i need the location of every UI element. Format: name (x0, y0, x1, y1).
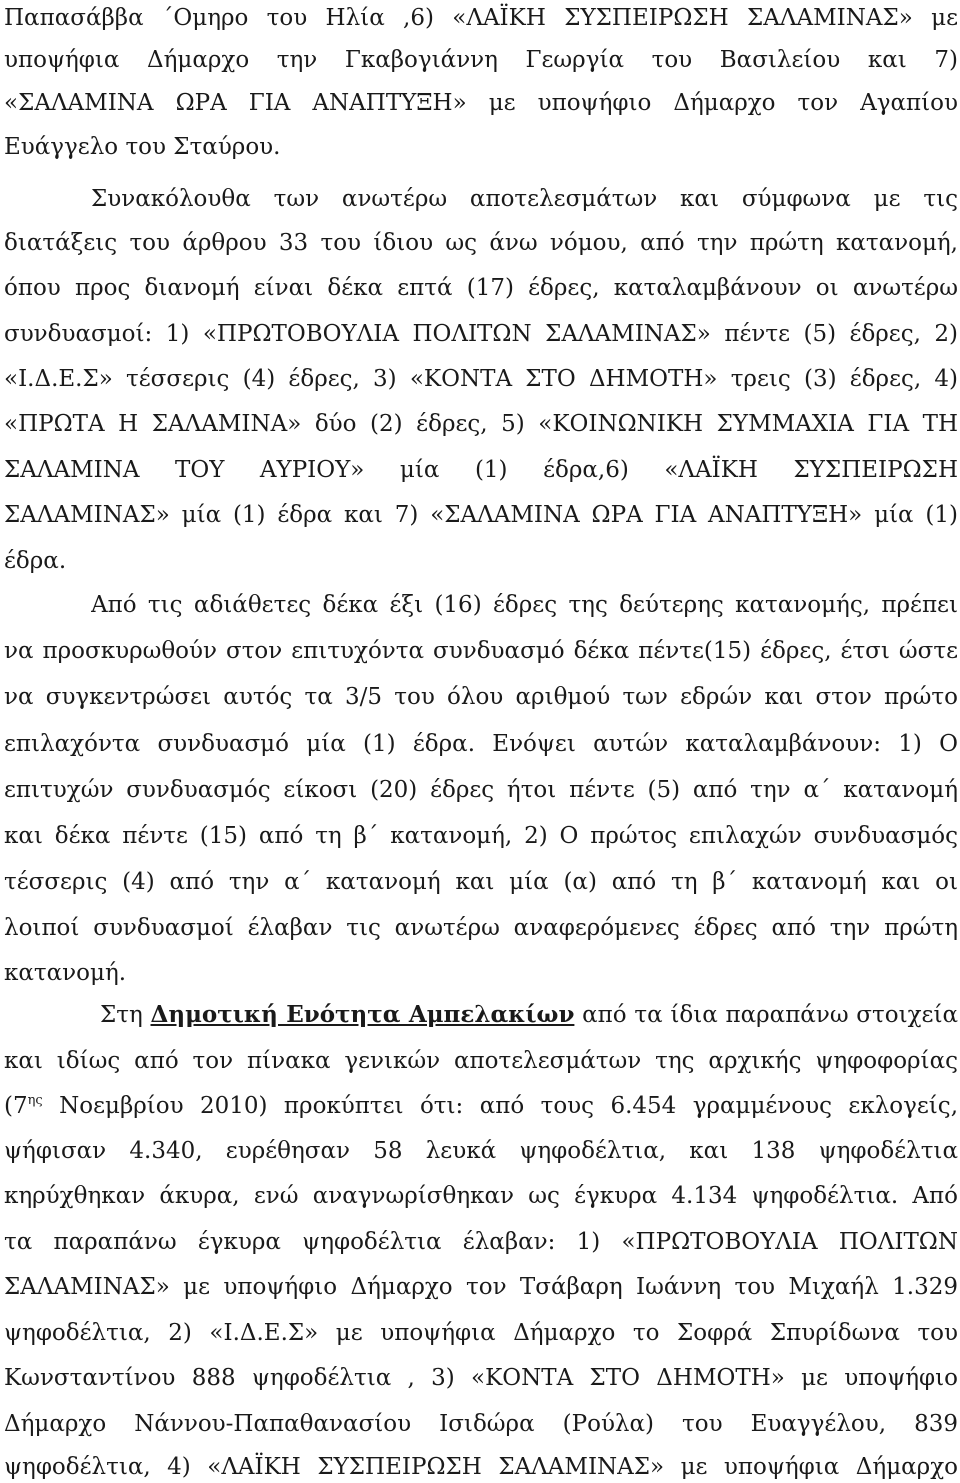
date-line (4, 1091, 958, 1121)
text-line: επιλαχόντα συνδυασμό μία (1) έδρα. Ενόψει αυτών καταλαμβάνουν: 1) Ο (4, 731, 958, 757)
paragraph-first-line: Συνακόλουθα των ανωτέρω αποτελεσμάτων και σύμφωνα με τις (91, 186, 958, 212)
text-line: Παπασάββα ΄Ομηρο του Ηλία ,6) «ΛΑΪΚΗ ΣΥΣΠΕΙΡΩΣΗ ΣΑΛΑΜΙΝΑΣ» με (4, 5, 958, 31)
date-rest: Νοεμβρίου 2010) προκύπτει ότι: από τους 6.454 γραμμένους εκλογείς, (59, 1093, 958, 1119)
section-intro: Στη (100, 1002, 143, 1028)
text-line: υποψήφια Δήμαρχο την Γκαβογιάννη Γεωργία του Βασιλείου και 7) (4, 47, 958, 73)
text-line: κατανομή. (4, 960, 127, 986)
text-line: Κωνσταντίνου 888 ψηφοδέλτια , 3) «ΚΟΝΤΑ ΣΤΟ ΔΗΜΟΤΗ» με υποψήφιο (4, 1365, 958, 1391)
text-line: τα παραπάνω έγκυρα ψηφοδέλτια έλαβαν: 1) «ΠΡΩΤΟΒΟΥΛΙΑ ΠΟΛΙΤΩΝ (4, 1229, 958, 1255)
text-line: «ΣΑΛΑΜΙΝΑ ΩΡΑ ΓΙΑ ΑΝΑΠΤΥΞΗ» με υποψήφιο Δήμαρχο τον Αγαπίου (4, 90, 958, 116)
text-line: να προσκυρωθούν στον επιτυχόντα συνδυασμό δέκα πέντε(15) έδρες, έτσι ώστε (4, 638, 958, 664)
text-line: ΣΑΛΑΜΙΝΑ ΤΟΥ ΑΥΡΙΟΥ» μία (1) έδρα,6) «ΛΑΪΚΗ ΣΥΣΠΕΙΡΩΣΗ (4, 457, 958, 483)
text-line: και δέκα πέντε (15) από τη β΄ κατανομή, 2) Ο πρώτος επιλαχών συνδυασμός (4, 823, 958, 849)
text-line: ψήφισαν 4.340, ευρέθησαν 58 λευκά ψηφοδέλτια, και 138 ψηφοδέλτια (4, 1138, 958, 1164)
text-line: έδρα. (4, 548, 67, 574)
text-line: Δήμαρχο Νάννου-Παπαθανασίου Ισιδώρα (Ρούλα) του Ευαγγέλου, 839 (4, 1411, 958, 1437)
text-line: ψηφοδέλτια, 4) «ΛΑΪΚΗ ΣΥΣΠΕΙΡΩΣΗ ΣΑΛΑΜΙΝΑΣ» με υποψήφια Δήμαρχο (4, 1454, 958, 1480)
text-line: διατάξεις του άρθρου 33 του ίδιου ως άνω νόμου, από την πρώτη κατανομή, (4, 230, 958, 256)
text-line: να συγκεντρώσει αυτός τα 3/5 του όλου αριθμού των εδρών και στον πρώτο (4, 684, 958, 710)
text-line: όπου προς διανομή είναι δέκα επτά (17) έδρες, καταλαμβάνουν οι ανωτέρω (4, 275, 958, 301)
text-line: συνδυασμοί: 1) «ΠΡΩΤΟΒΟΥΛΙΑ ΠΟΛΙΤΩΝ ΣΑΛΑΜΙΝΑΣ» πέντε (5) έδρες, 2) (4, 321, 958, 347)
date-open: (7 (4, 1093, 28, 1119)
text-line: επιτυχών συνδυασμός είκοσι (20) έδρες ήτοι πέντε (5) από την α΄ κατανομή (4, 777, 958, 803)
section-line-rest: από τα ίδια παραπάνω στοιχεία (582, 1002, 958, 1028)
text-line: τέσσερις (4) από την α΄ κατανομή και μία (α) από τη β΄ κατανομή και οι (4, 869, 958, 895)
section-heading-line (100, 1000, 958, 1030)
text-line: Ευάγγελο του Σταύρου. (4, 134, 281, 160)
text-line: ΣΑΛΑΜΙΝΑΣ» με υποψήφιο Δήμαρχο τον Τσάβαρη Ιωάννη του Μιχαήλ 1.329 (4, 1274, 958, 1300)
text-line: «Ι.Δ.Ε.Σ» τέσσερις (4) έδρες, 3) «ΚΟΝΤΑ ΣΤΟ ΔΗΜΟΤΗ» τρεις (3) έδρες, 4) (4, 366, 958, 392)
section-title: Δημοτική Ενότητα Αμπελακίων (150, 1001, 575, 1028)
text-line: «ΠΡΩΤΑ Η ΣΑΛΑΜΙΝΑ» δύο (2) έδρες, 5) «ΚΟΙΝΩΝΙΚΗ ΣΥΜΜΑΧΙΑ ΓΙΑ ΤΗ (4, 411, 958, 437)
text-line: λοιποί συνδυασμοί έλαβαν τις ανωτέρω αναφερόμενες έδρες από την πρώτη (4, 915, 958, 941)
text-line: κηρύχθηκαν άκυρα, ενώ αναγνωρίσθηκαν ως έγκυρα 4.134 ψηφοδέλτια. Από (4, 1183, 958, 1209)
text-line: και ιδίως από τον πίνακα γενικών αποτελεσμάτων της αρχικής ψηφοφορίας (4, 1048, 958, 1074)
paragraph-first-line: Από τις αδιάθετες δέκα έξι (16) έδρες της δεύτερης κατανομής, πρέπει (91, 592, 958, 618)
text-line: ΣΑΛΑΜΙΝΑΣ» μία (1) έδρα και 7) «ΣΑΛΑΜΙΝΑ ΩΡΑ ΓΙΑ ΑΝΑΠΤΥΞΗ» μία (1) (4, 502, 958, 528)
date-superscript: ης (27, 1093, 43, 1108)
text-line: ψηφοδέλτια, 2) «Ι.Δ.Ε.Σ» με υποψήφια Δήμαρχο το Σοφρά Σπυρίδωνα του (4, 1320, 958, 1346)
